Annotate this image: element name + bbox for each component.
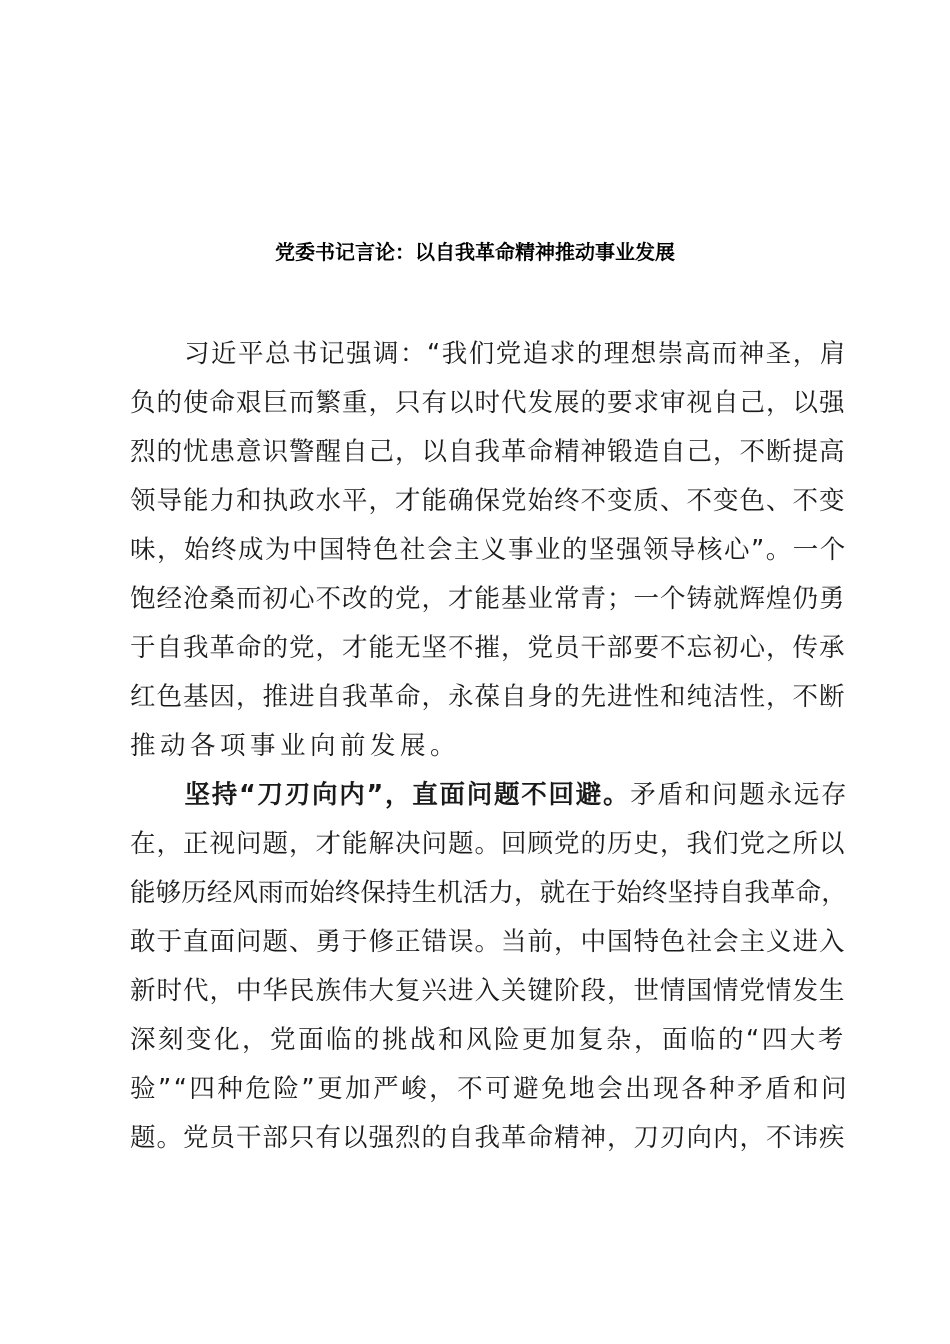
paragraph-line: 新时代，中华民族伟大复兴进入关键阶段，世情国情党情发生 xyxy=(130,976,846,1006)
paragraph-line: 验”“四种危险”更加严峻，不可避免地会出现各种矛盾和问 xyxy=(130,1074,850,1104)
paragraph-line: 红色基因，推进自我革命，永葆自身的先进性和纯洁性，不断 xyxy=(130,682,846,712)
paragraph-line: 敢于直面问题、勇于修正错误。当前，中国特色社会主义进入 xyxy=(130,927,846,957)
paragraph-line: 能够历经风雨而始终保持生机活力，就在于始终坚持自我革命， xyxy=(130,878,847,908)
paragraph-line: 推动各项事业向前发展。 xyxy=(130,731,461,761)
paragraph-line: 习近平总书记强调：“我们党追求的理想崇高而神圣，肩 xyxy=(130,339,847,369)
paragraph-2 xyxy=(130,771,850,1163)
paragraph-line: 负的使命艰巨而繁重，只有以时代发展的要求审视自己，以强 xyxy=(130,388,846,418)
paragraph-line: 领导能力和执政水平，才能确保党始终不变质、不变色、不变 xyxy=(130,486,846,516)
paragraph-line: 深刻变化，党面临的挑战和风险更加复杂，面临的“四大考 xyxy=(130,1025,846,1055)
paragraph-line: 在，正视问题，才能解决问题。回顾党的历史，我们党之所以 xyxy=(130,829,846,859)
paragraph-line: 题。党员干部只有以强烈的自我革命精神，刀刃向内，不讳疾 xyxy=(130,1123,846,1153)
paragraph-line: 味，始终成为中国特色社会主义事业的坚强领导核心”。一个 xyxy=(130,535,847,565)
paragraph-line-rest: 矛盾和问题永远存 xyxy=(630,780,849,810)
section-heading: 坚持“刀刃向内”，直面问题不回避。 xyxy=(184,780,631,810)
indent xyxy=(130,780,185,810)
paragraph-line: 饱经沧桑而初心不改的党，才能基业常青；一个铸就辉煌仍勇 xyxy=(130,584,846,614)
paragraph-line: 烈的忧患意识警醒自己，以自我革命精神锻造自己，不断提高 xyxy=(130,437,846,467)
paragraph-1 xyxy=(130,330,847,771)
document-title: 党委书记言论：以自我革命精神推动事业发展 xyxy=(275,240,675,264)
paragraph-line: 于自我革命的党，才能无坚不摧，党员干部要不忘初心，传承 xyxy=(130,633,846,663)
document-body xyxy=(130,330,850,1163)
paragraph-first-line xyxy=(130,771,849,820)
